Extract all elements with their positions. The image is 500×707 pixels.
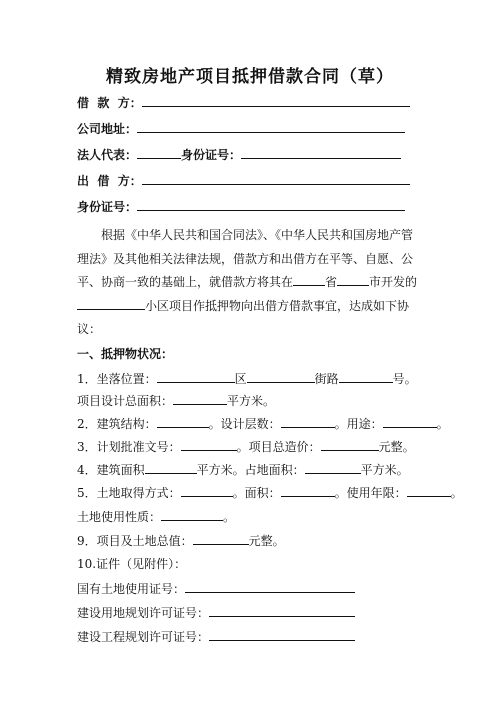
term-blank [407, 482, 451, 497]
preamble-line-2: 理法》及其他相关法律法规，借款方和出借方在平等、自愿、公 [77, 251, 414, 266]
borrower-blank [142, 92, 410, 107]
legal-rep-id-label: 身份证号： [181, 148, 242, 162]
district-blank [247, 368, 315, 383]
building-area-blank [145, 459, 197, 474]
province-label: 省 [325, 275, 338, 289]
street-label: 街路 [314, 372, 339, 386]
design-area-row [77, 390, 275, 410]
cert-3-row [77, 626, 355, 646]
land-area-label: 平方米。占地面积： [196, 463, 305, 477]
land-use-label: 土地使用性质： [77, 510, 162, 524]
preamble-text: 平、协商一致的基础上，就借款方将其在 [77, 275, 294, 289]
cert-1-row [77, 578, 355, 598]
total-cost-blank [321, 436, 379, 451]
floors-blank [281, 413, 335, 428]
usage-blank [383, 413, 437, 428]
land-use-blank [161, 506, 223, 521]
item-5-label: 5．土地取得方式： [77, 486, 181, 500]
preamble-paragraph [77, 224, 429, 342]
item-2-end: 。 [436, 417, 449, 431]
item-2-label: 2．建筑结构： [77, 417, 157, 431]
community-blank [77, 295, 145, 310]
lender-blank [142, 170, 410, 185]
borrower-row [77, 92, 410, 112]
land-use-row [77, 506, 235, 526]
construction-permit-label: 建设工程规划许可证号： [77, 630, 210, 644]
design-area-label: 项目设计总面积： [77, 394, 174, 408]
total-value-blank [193, 530, 249, 545]
area-label: 。面积： [232, 486, 281, 500]
item-4-row [77, 459, 409, 479]
city-label: 市开发的 [369, 275, 418, 289]
cert-2-row [77, 602, 355, 622]
land-area-unit: 平方米。 [360, 463, 409, 477]
district-label: 区 [234, 372, 247, 386]
acquisition-blank [181, 482, 233, 497]
item-5-end: 。 [450, 486, 463, 500]
item-5-row [77, 482, 463, 502]
item-1-label: 1．坐落位置： [77, 372, 157, 386]
legal-rep-blank [137, 144, 181, 159]
item-1-row [77, 368, 417, 388]
location-blank [157, 368, 235, 383]
land-planning-permit-blank [209, 602, 355, 617]
item-9-label: 9．项目及土地总值： [77, 534, 193, 548]
preamble-line-1: 根据《中华人民共和国合同法》、《中华人民共和国房地产管 [101, 228, 414, 242]
item-3-row [77, 436, 415, 456]
page-title: 精致房地产项目抵押借款合同（草） [106, 67, 394, 87]
structure-blank [157, 413, 209, 428]
lender-id-row [77, 196, 405, 216]
legal-rep-label: 法人代表： [77, 148, 138, 162]
land-area-blank [305, 459, 361, 474]
borrower-label: 借 款 方： [77, 96, 142, 110]
construction-permit-blank [209, 626, 355, 641]
company-address-blank [137, 118, 405, 133]
lender-id-label: 身份证号： [77, 200, 138, 214]
design-area-blank [173, 390, 227, 405]
lender-row [77, 170, 410, 190]
lender-label: 出 借 方： [77, 174, 142, 188]
company-address-label: 公司地址： [77, 122, 138, 136]
legal-rep-row [77, 144, 401, 164]
preamble-line-4 [77, 295, 429, 319]
street-blank [339, 368, 393, 383]
usage-label: 。用途： [334, 417, 383, 431]
land-use-end: 。 [223, 510, 236, 524]
total-cost-label: 。项目总造价： [236, 440, 321, 454]
item-3-label: 3．计划批准文号： [77, 440, 181, 454]
preamble-line-5: 议： [77, 322, 102, 336]
total-value-unit: 元整。 [248, 534, 285, 548]
city-blank [337, 271, 369, 286]
preamble-text: 小区项目作抵押物向出借方借款事宜，达成如下协 [145, 298, 410, 313]
legal-rep-id-blank [241, 144, 401, 159]
company-address-row [77, 118, 405, 138]
area-blank [281, 482, 335, 497]
item-4-label: 4．建筑面积 [77, 463, 145, 477]
item-2-row [77, 413, 449, 433]
approval-no-blank [181, 436, 237, 451]
province-blank [293, 271, 325, 286]
total-cost-unit: 元整。 [378, 440, 415, 454]
term-label: 。使用年限： [334, 486, 407, 500]
land-planning-permit-label: 建设用地规划许可证号： [77, 606, 210, 620]
item-10-row: 10.证件（见附件）： [77, 557, 187, 571]
design-area-unit: 平方米。 [227, 394, 276, 408]
lender-id-blank [137, 196, 405, 211]
land-cert-blank [185, 578, 355, 593]
land-cert-label: 国有土地使用证号： [77, 582, 186, 596]
section-1-heading: 一、抵押物状况： [77, 347, 174, 361]
preamble-line-3 [77, 271, 429, 295]
floors-label: 。设计层数： [208, 417, 281, 431]
item-9-row [77, 530, 285, 550]
number-label: 号。 [392, 372, 417, 386]
